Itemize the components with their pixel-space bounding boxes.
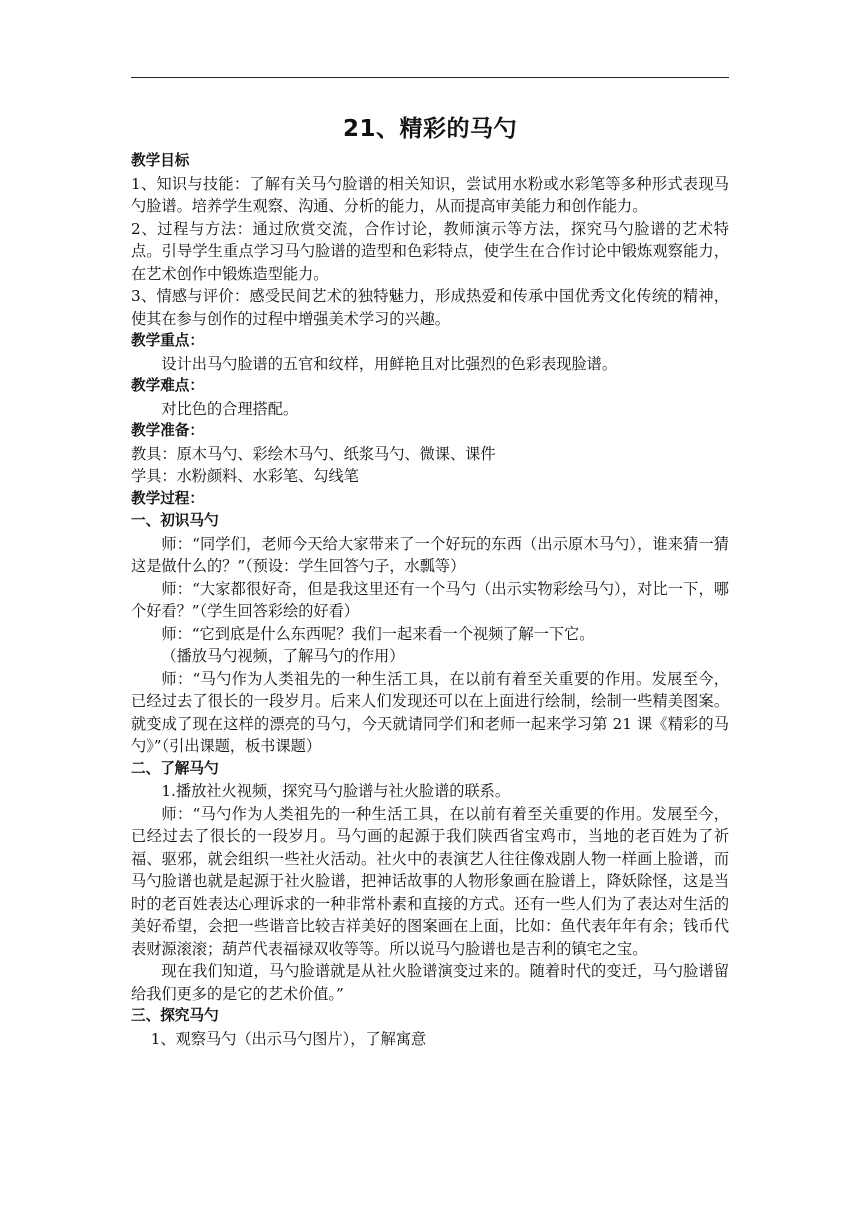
part-two-paragraph: 1.播放社火视频，探究马勺脸谱与社火脸谱的联系。 [161,782,511,800]
part-one-paragraph: 师：“它到底是什么东西呢？我们一起来看一个视频了解一下它。 [161,624,595,643]
part-three-paragraph: 1、观察马勺（出示马勺图片），了解寓意 [150,1029,427,1048]
section-heading-part-one: 一、初识马勺 [131,512,219,529]
part-one-paragraph: 师：“同学们，老师今天给大家带来了一个好玩的东西（出示原木马勺），谁来猜一猜这是做什么的？”（预设：学生回答勺子，水瓢等） [131,534,729,575]
objective-knowledge: 1、知识与技能：了解有关马勺脸谱的相关知识，尝试用水粉或水彩笔等多种形式表现马勺脸谱。培养学生观察、沟通、分析的能力，从而提高审美能力和创作能力。 [131,174,729,215]
section-heading-objectives: 教学目标 [131,152,190,169]
part-one-paragraph: 师：“马勺作为人类祖先的一种生活工具，在以前有着至关重要的作用。发展至今，已经过去了很长的一段岁月。后来人们发现还可以在上面进行绘制，绘制一些精美图案。就变成了现在这样的漂亮的马勺，今天就请同学们和老师一起来学习第 21 课《精彩的马勺》”（引出课题，板书课题） [131,669,729,755]
section-heading-preparation: 教学准备： [131,422,204,439]
teaching-tools: 教具：原木马勺、彩绘木马勺、纸浆马勺、微课、课件 [131,444,496,463]
section-heading-part-three: 三、探究马勺 [131,1007,219,1024]
document-title: 21、精彩的马勺 [342,116,517,142]
part-one-paragraph: 师：“大家都很好奇，但是我这里还有一个马勺（出示实物彩绘马勺），对比一下，哪个好看？”（学生回答彩绘的好看） [131,579,729,620]
objective-emotion: 3、情感与评价：感受民间艺术的独特魅力，形成热爱和传承中国优秀文化传统的精神，使其在参与创作的过程中增强美术学习的兴趣。 [131,287,729,328]
objective-process: 2、过程与方法：通过欣赏交流，合作讨论，教师演示等方法，探究马勺脸谱的艺术特点。引导学生重点学习马勺脸谱的造型和色彩特点，使学生在合作讨论中锻炼观察能力，在艺术创作中锻炼造型能力。 [131,219,729,283]
section-heading-difficulties: 教学难点： [131,377,204,394]
header-rule [131,77,729,78]
difficulties-text: 对比色的合理搭配。 [161,399,299,418]
section-heading-process: 教学过程： [131,489,204,507]
part-one-paragraph: （播放马勺视频，了解马勺的作用） [161,647,405,665]
section-heading-part-two: 二、了解马勺 [131,759,219,777]
part-two-paragraph: 现在我们知道，马勺脸谱就是从社火脸谱演变过来的。随着时代的变迁，马勺脸谱留给我们更多的是它的艺术价值。” [131,962,729,1003]
student-tools: 学具：水粉颜料、水彩笔、勾线笔 [131,467,359,485]
section-heading-key-points: 教学重点： [131,332,204,349]
part-two-paragraph: 师：“马勺作为人类祖先的一种生活工具，在以前有着至关重要的作用。发展至今，已经过去了很长的一段岁月。马勺画的起源于我们陕西省宝鸡市，当地的老百姓为了祈福、驱邪，就会组织一些社火活动。社火中的表演艺人往往像戏剧人物一样画上脸谱，而马勺脸谱也就是起源于社火脸谱，把神话故事的人物形象画在脸谱上，降妖除怪，这是当时的老百姓表达心理诉求的一种非常朴素和直接的方式。还有一些人们为了表达对生活的美好希望，会把一些谐音比较吉祥美好的图案画在上面，比如：鱼代表年年有余；钱币代表财源滚滚；葫芦代表福禄双收等等。所以说马勺脸谱也是吉利的镇宅之宝。 [131,804,729,958]
document-page [131,112,729,1050]
key-points-text: 设计出马勺脸谱的五官和纹样，用鲜艳且对比强烈的色彩表现脸谱。 [161,354,618,373]
